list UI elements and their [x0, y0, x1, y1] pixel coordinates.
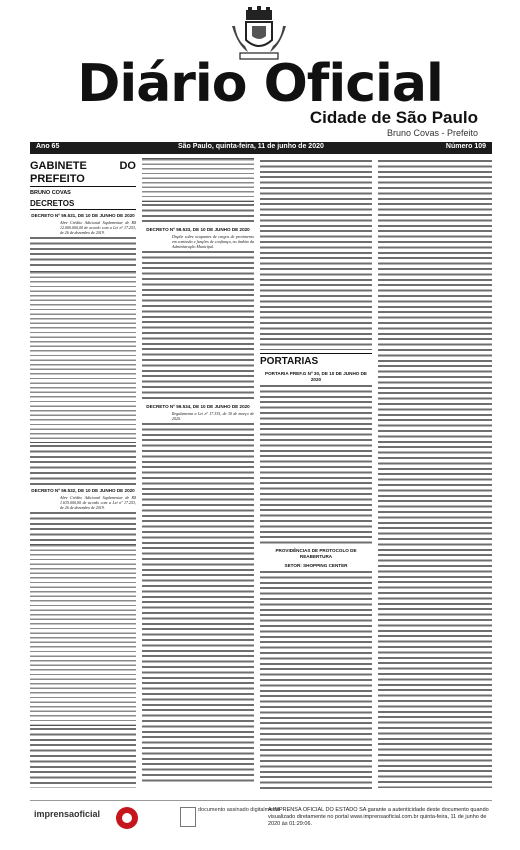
decree-summary: Abre Crédito Adicional Suplementar de R$ 1.635.000,00 de acordo com a Lei nº 17.253, de 26 de dezembro de 2019. — [60, 495, 136, 510]
column-4 — [378, 158, 492, 792]
decree-summary: Abre Crédito Adicional Suplementar de R$ 12.000.000,00 de acordo com a Lei nº 17.253, de 26 de dezembro de 2019. — [60, 220, 136, 235]
mayor-name: BRUNO COVAS — [30, 190, 71, 196]
decree-body-text — [142, 423, 254, 783]
page-footer — [30, 800, 492, 841]
column-1 — [30, 158, 136, 792]
decree-title: DECRETO Nº 59.534, DE 10 DE JUNHO DE 2020 — [146, 404, 250, 409]
section-heading: GABINETE DO PREFEITO — [30, 160, 136, 185]
column-3 — [260, 158, 372, 792]
issue-year: Ano 65 — [36, 143, 60, 150]
decree-body-text — [260, 160, 372, 350]
decree-summary: Dispõe sobre ocupantes de cargos de provimento em comissão e funções de confiança, no âmbito da Administração Municipal. — [172, 234, 254, 249]
budget-table — [30, 544, 136, 726]
newspaper-subtitle: Cidade de São Paulo — [309, 108, 478, 127]
state-seal-icon — [116, 807, 138, 829]
decrees-heading: DECRETOS — [30, 199, 136, 210]
annex-subtitle: SETOR: SHOPPING CENTER — [284, 563, 348, 568]
issue-number: Número 109 — [445, 143, 486, 150]
decree-title: DECRETO Nº 59.531, DE 10 DE JUNHO DE 2020 — [31, 213, 135, 218]
annex-body-text — [260, 571, 372, 792]
decree-body-text — [142, 204, 254, 224]
annex-body-text — [378, 160, 492, 788]
annex-title: PROVIDÊNCIAS DE PROTOCOLO DE REABERTURA — [275, 548, 357, 559]
newspaper-title: Diário Oficial — [77, 54, 443, 114]
decree-body-text — [30, 512, 136, 542]
budget-table — [30, 271, 136, 443]
masthead — [0, 0, 520, 138]
portaria-body-text — [260, 385, 372, 545]
certificate-icon — [180, 807, 196, 827]
decree-title: DECRETO Nº 59.532, DE 10 DE JUNHO DE 2020 — [31, 488, 135, 493]
decree-body-text — [30, 445, 136, 485]
digital-signature-note: documento assinado digitalmente — [198, 807, 280, 813]
decree-body-text — [142, 251, 254, 401]
imprensa-oficial-logo: imprensaoficial — [34, 809, 101, 819]
portaria-title: PORTARIA PREF.G Nº 30, DE 10 DE JUNHO DE 2020 — [265, 371, 367, 382]
portarias-heading: PORTARIAS — [260, 353, 372, 368]
issue-info-bar — [30, 142, 492, 154]
decree-title: DECRETO Nº 59.533, DE 10 DE JUNHO DE 2020 — [146, 227, 250, 232]
decree-body-text — [30, 237, 136, 269]
decree-summary: Regulamenta a Lei nº 17.335, de 30 de março de 2020. — [172, 411, 254, 421]
mayor-line: Bruno Covas - Prefeito — [386, 128, 478, 138]
budget-table — [142, 158, 254, 202]
authenticity-statement: A IMPRENSA OFICIAL DO ESTADO SA garante a autenticidade deste documento quando visualizado diretamente no portal www.imprensaoficial.com.br quinta-feira, 11 de junho de 2020 às 01:29:06. — [268, 807, 489, 827]
issue-date: São Paulo, quinta-feira, 11 de junho de 2020 — [178, 143, 324, 150]
column-2 — [142, 158, 254, 792]
decree-body-text — [30, 728, 136, 788]
